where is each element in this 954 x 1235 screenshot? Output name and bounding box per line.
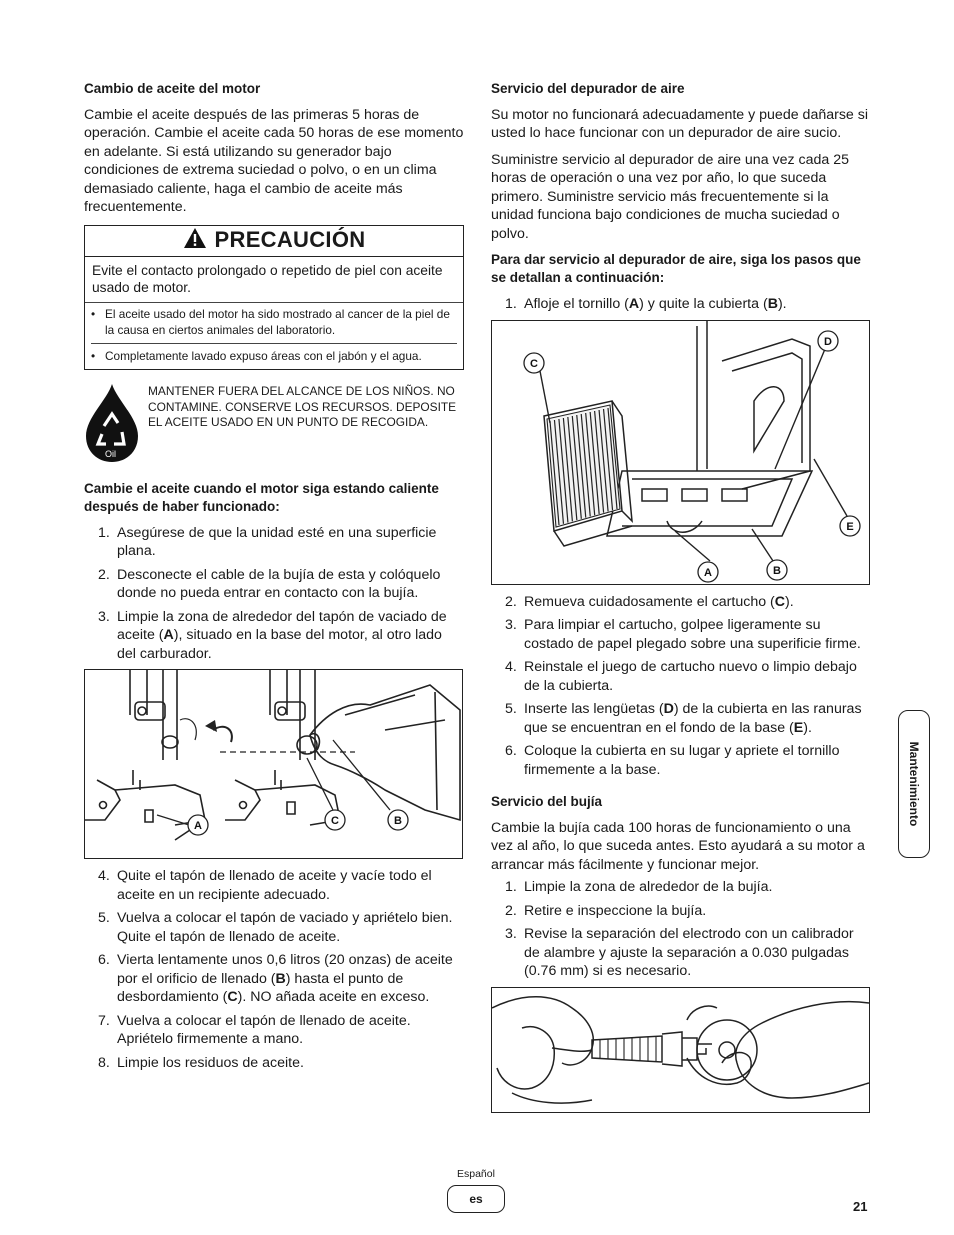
air-cleaner-step1 [491,295,871,314]
step-item: 2. Retire e inspeccione la bujía. [505,902,707,919]
left-column [84,80,464,1077]
step-item: 2. Desconecte el cable de la bujía de esta y colóquelo donde no pueda entrar en contacto con la bujía. [98,566,441,601]
language-code-badge: es [447,1185,505,1213]
caution-header [85,226,463,257]
caution-bullets [85,303,463,370]
caution-box [84,225,464,371]
fig2-label-e: E [846,520,854,533]
air-cleaner-steps-intro: Para dar servicio al depurador de aire, siga los pasos que se detallan a continuación: [491,252,861,285]
step-item: 6. Coloque la cubierta en su lugar y apriete el tornillo firmemente a la base. [505,743,840,778]
air-cleaner-p2: Suministre servicio al depurador de aire una vez cada 25 horas de operación o una vez por año, lo que suceda primero. Suministre servicio más frecuentemente si la unidad funciona bajo condiciones de mucha suciedad o polvo. [491,151,850,242]
step-item: 3. Revise la separación del electrodo con un calibrador de alambre y ajuste la separación a 0.030 pulgadas (0.76 mm) si es necesario. [505,926,854,979]
side-tab-label: Mantenimiento [907,741,921,827]
spark-plug-heading: Servicio del bujía [491,794,603,809]
fig2-label-a: A [704,566,712,579]
oil-change-intro: Cambie el aceite después de las primeras 5 horas de operación. Cambie el aceite cada 50 horas de ese momento en adelante. Si está utilizando su generador bajo condiciones de extrema suciedad o polvo, o en un clima demasiado caliente, haga el cambio de aceite más frecuentemente. [84,106,464,215]
step-item: 3. Para limpiar el cartucho, golpee ligeramente su costado de papel plegado sobre una superificie firme. [505,617,861,652]
section-side-tab [898,710,930,858]
spark-plug-p1: Cambie la bujía cada 100 horas de funcionamiento o una vez al año, lo que suceda antes. Esto ayudará a su motor a arrancar más fácilmente y funcionar mejor. [491,819,865,873]
oil-steps-a [84,524,464,664]
oil-drain-illustration [85,670,462,858]
fig1-label-b: B [394,815,402,827]
warning-triangle-icon [183,227,207,255]
fig2-label-c: C [530,357,538,370]
fig1-label-a: A [194,820,202,832]
air-cleaner-heading: Servicio del depurador de aire [491,81,685,96]
page-number: 21 [853,1199,868,1214]
step-item: 1. Asegúrese de que la unidad esté en una superficie plana. [98,524,437,559]
oil-change-heading: Cambio de aceite del motor [84,81,261,96]
fig2-label-b: B [773,564,781,577]
right-column [491,80,871,1121]
oil-drain-figure [84,669,463,859]
spark-plug-figure [491,987,870,1113]
oil-recycle-icon [84,382,140,470]
caution-title: PRECAUCIÓN [214,227,366,253]
air-cleaner-p1: Su motor no funcionará adecuadamente y puede dañarse si usted lo hace funcionar con un depurador de aire sucio. [491,106,869,141]
step-item: 5. Vuelva a colocar el tapón de vaciado y apriételo bien. Quite el tapón de llenado de aceite. [98,910,453,945]
step-item: 1. Limpie la zona de alrededor de la bujía. [505,879,773,895]
step-item: 5. Inserte las lengüetas (D) de la cubierta en las ranuras que se encuentran en el fondo de la base (E). [505,701,862,736]
caution-bullet: • El aceite usado del motor ha sido mostrado al cancer de la piel de la causa en ciertos animales del laboratorio. [91,306,457,344]
step-item: 8. Limpie los residuos de aceite. [98,1054,304,1071]
air-cleaner-figure [491,320,870,585]
caution-bullet: • Completamente lavado expuso áreas con el jabón y el agua. [91,348,457,365]
oil-icon-label: Oil [105,449,116,459]
caution-text: Evite el contacto prolongado o repetido de piel con aceite usado de motor. [85,257,463,303]
recycle-notice [84,382,464,470]
step-item: 3. Limpie la zona de alrededor del tapón de vaciado de aceite (A), situado en la base del motor, al otro lado del carburador. [98,608,447,662]
spark-plug-illustration [492,988,869,1112]
oil-steps-b [84,867,464,1072]
step-item: 4. Reinstale el juego de cartucho nuevo o limpio debajo de la cubierta. [505,659,857,694]
step-item: 2. Remueva cuidadosamente el cartucho (C). [505,593,794,610]
warm-engine-note: Cambie el aceite cuando el motor siga estando caliente después de haber funcionado: [84,480,439,514]
step-item: 7. Vuelva a colocar el tapón de llenado de aceite. Apriételo firmemente a mano. [98,1012,411,1047]
fig1-label-c: C [331,815,339,827]
step-item: 6. Vierta lentamente unos 0,6 litros (20 onzas) de aceite por el orificio de llenado (B) hasta el punto de desbordamiento (C). NO añada aceite en exceso. [98,952,453,1005]
step-item: 1. Afloje el tornillo (A) y quite la cubierta (B). [505,296,787,312]
air-cleaner-illustration [492,321,869,584]
air-cleaner-steps [491,593,871,780]
fig2-label-d: D [824,335,832,348]
step-item: 4. Quite el tapón de llenado de aceite y vacíe todo el aceite en un recipiente adecuado. [98,868,432,903]
language-label: Español [457,1168,495,1180]
recycle-text: MANTENER FUERA DEL ALCANCE DE LOS NIÑOS. NO CONTAMINE. CONSERVE LOS RECURSOS. DEPOSITE EL ACEITE USADO EN UN PUNTO DE RECOGIDA. [148,384,457,429]
spark-plug-steps [491,878,871,981]
